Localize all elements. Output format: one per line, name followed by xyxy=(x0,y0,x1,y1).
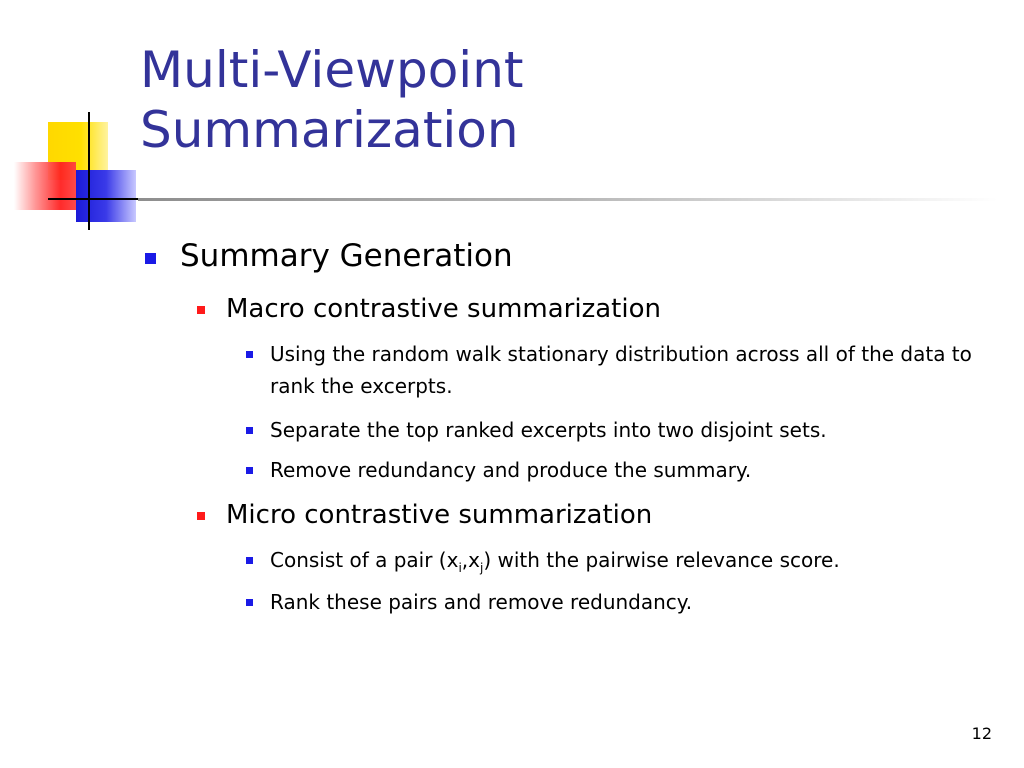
bullet-macro: Macro contrastive summarization xyxy=(226,292,661,326)
square-bullet-icon xyxy=(246,557,253,564)
blue-square-decoration xyxy=(76,170,136,222)
title-line-2: Summarization xyxy=(140,101,519,159)
bullet-micro-item-2: Rank these pairs and remove redundancy. xyxy=(270,586,990,618)
square-bullet-icon xyxy=(145,253,156,264)
square-bullet-icon xyxy=(246,427,253,434)
square-bullet-icon xyxy=(246,599,253,606)
bullet-macro-item-2: Separate the top ranked excerpts into two disjoint sets. xyxy=(270,414,990,446)
bullet-micro: Micro contrastive summarization xyxy=(226,498,652,532)
bullet-summary-generation: Summary Generation xyxy=(180,236,513,276)
square-bullet-icon xyxy=(246,467,253,474)
square-bullet-icon xyxy=(197,512,205,520)
red-square-decoration xyxy=(14,162,76,210)
page-number: 12 xyxy=(971,724,992,743)
slide-title xyxy=(140,40,1000,160)
title-line-1: Multi-Viewpoint xyxy=(140,41,524,99)
vertical-rule xyxy=(88,112,90,230)
square-bullet-icon xyxy=(246,351,253,358)
bullet-micro-item-1: Consist of a pair $(x_i,x_j)$ with the pairwise relevance score. xyxy=(270,544,990,584)
title-underline xyxy=(138,198,998,201)
bullet-macro-item-3: Remove redundancy and produce the summary. xyxy=(270,454,990,486)
horizontal-rule-left xyxy=(48,198,138,200)
square-bullet-icon xyxy=(197,306,205,314)
bullet-macro-item-1: Using the random walk stationary distribution across all of the data to rank the excerpts. xyxy=(270,338,990,402)
